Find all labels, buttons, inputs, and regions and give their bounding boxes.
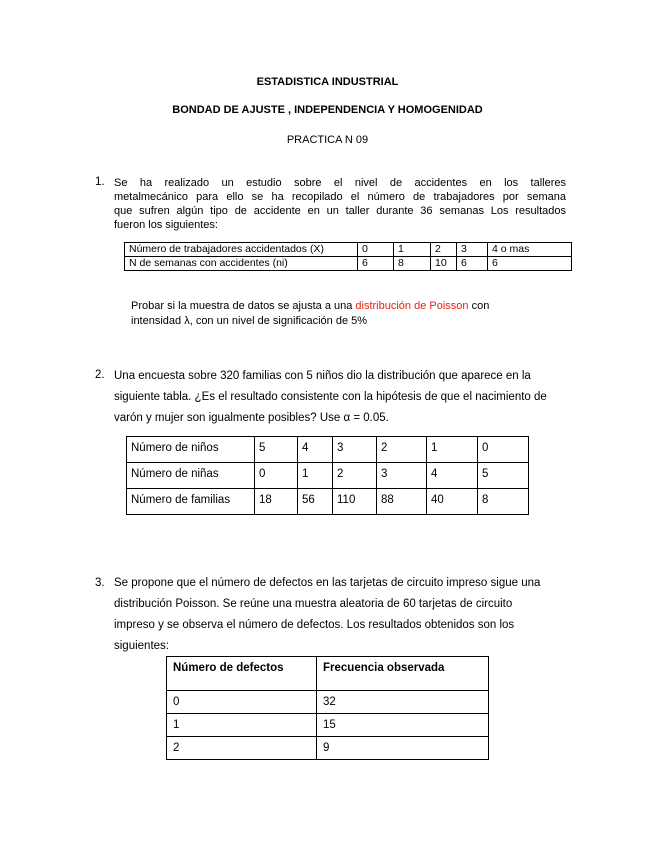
table-cell: 1 <box>394 243 431 257</box>
table-cell: 40 <box>427 489 478 515</box>
table-cell: 0 <box>167 691 317 714</box>
problem-1-instruction <box>131 299 489 329</box>
table-row <box>127 489 529 515</box>
table-cell: 56 <box>298 489 333 515</box>
table-cell: 1 <box>298 463 333 489</box>
problem-1-line: Se ha realizado un estudio sobre el nivel de accidentes en los talleres <box>114 177 566 189</box>
table-cell: 8 <box>478 489 529 515</box>
table-cell: 6 <box>457 257 488 271</box>
table-cell: 9 <box>317 737 489 760</box>
table-cell: 10 <box>431 257 457 271</box>
table-cell: 6 <box>488 257 572 271</box>
table-row <box>167 714 489 737</box>
problem-3-number: 3. <box>95 577 105 589</box>
table-cell: Número de niños <box>127 437 255 463</box>
table-cell: 3 <box>377 463 427 489</box>
problem-1-line: fueron los siguientes: <box>114 219 218 231</box>
problem-1-number: 1. <box>95 176 105 188</box>
table-cell: 2 <box>167 737 317 760</box>
problem-1-line: que sufren algún tipo de accidente en un taller durante 36 semanas Los resultados <box>114 205 566 217</box>
problem-2-line: varón y mujer son igualmente posibles? Use α = 0.05. <box>114 412 389 424</box>
table-cell: 5 <box>478 463 529 489</box>
table-cell: 1 <box>167 714 317 737</box>
instruction-text: Probar si la muestra de datos se ajusta a una <box>131 300 356 312</box>
table-cell: Número de niñas <box>127 463 255 489</box>
table-cell: 4 <box>427 463 478 489</box>
problem-3-line: distribución Poisson. Se reúne una muestra aleatoria de 60 tarjetas de circuito <box>114 598 513 610</box>
problem-3-line: siguientes: <box>114 640 169 652</box>
defects-table <box>166 656 489 760</box>
problem-1-line: metalmecánico para ello se ha recopilado el número de trabajadores por semana <box>114 191 566 203</box>
table-cell: N de semanas con accidentes (ni) <box>125 257 358 271</box>
practice-label: PRACTICA N 09 <box>286 134 369 146</box>
table-cell: 4 o mas <box>488 243 572 257</box>
table-cell: 15 <box>317 714 489 737</box>
table-header-row <box>167 657 489 691</box>
table-cell: 2 <box>333 463 377 489</box>
accidents-table <box>124 242 572 271</box>
table-cell: 6 <box>358 257 394 271</box>
problem-2-number: 2. <box>95 369 105 381</box>
instruction-line-2: intensidad λ, con un nivel de significación de 5% <box>131 315 368 327</box>
table-cell: 32 <box>317 691 489 714</box>
table-cell: 2 <box>431 243 457 257</box>
table-row <box>127 463 529 489</box>
poisson-link[interactable]: distribución de Poisson <box>355 300 469 312</box>
table-row <box>167 737 489 760</box>
table-row <box>125 243 572 257</box>
table-cell: 8 <box>394 257 431 271</box>
table-cell: 1 <box>427 437 478 463</box>
problem-3-text <box>114 573 574 657</box>
table-cell: Número de trabajadores accidentados (X) <box>125 243 358 257</box>
table-header-cell: Frecuencia observada <box>317 657 489 691</box>
families-table <box>126 436 529 515</box>
table-cell: 4 <box>298 437 333 463</box>
instruction-text-end: con <box>468 300 490 312</box>
table-cell: 0 <box>255 463 298 489</box>
table-cell: 88 <box>377 489 427 515</box>
table-row <box>125 257 572 271</box>
problem-1-text <box>114 176 566 232</box>
table-header-cell: Número de defectos <box>167 657 317 691</box>
problem-2-line: siguiente tabla. ¿Es el resultado consistente con la hipótesis de que el nacimiento de <box>114 391 547 403</box>
table-cell: 3 <box>457 243 488 257</box>
problem-3-line: impreso y se observa el número de defectos. Los resultados obtenidos son los <box>114 619 515 631</box>
problem-2-line: Una encuesta sobre 320 familias con 5 niños dio la distribución que aparece en la <box>114 370 531 382</box>
problem-3-line: Se propone que el número de defectos en las tarjetas de circuito impreso sigue una <box>114 577 541 589</box>
document-subtitle: BONDAD DE AJUSTE , INDEPENDENCIA Y HOMOGENIDAD <box>172 104 483 116</box>
table-cell: 0 <box>358 243 394 257</box>
table-row <box>127 437 529 463</box>
table-cell: 3 <box>333 437 377 463</box>
table-cell: 18 <box>255 489 298 515</box>
table-row <box>167 691 489 714</box>
table-cell: 2 <box>377 437 427 463</box>
table-cell: Número de familias <box>127 489 255 515</box>
table-cell: 110 <box>333 489 377 515</box>
table-cell: 0 <box>478 437 529 463</box>
problem-2-text <box>114 366 574 429</box>
document-title: ESTADISTICA INDUSTRIAL <box>256 76 399 88</box>
table-cell: 5 <box>255 437 298 463</box>
